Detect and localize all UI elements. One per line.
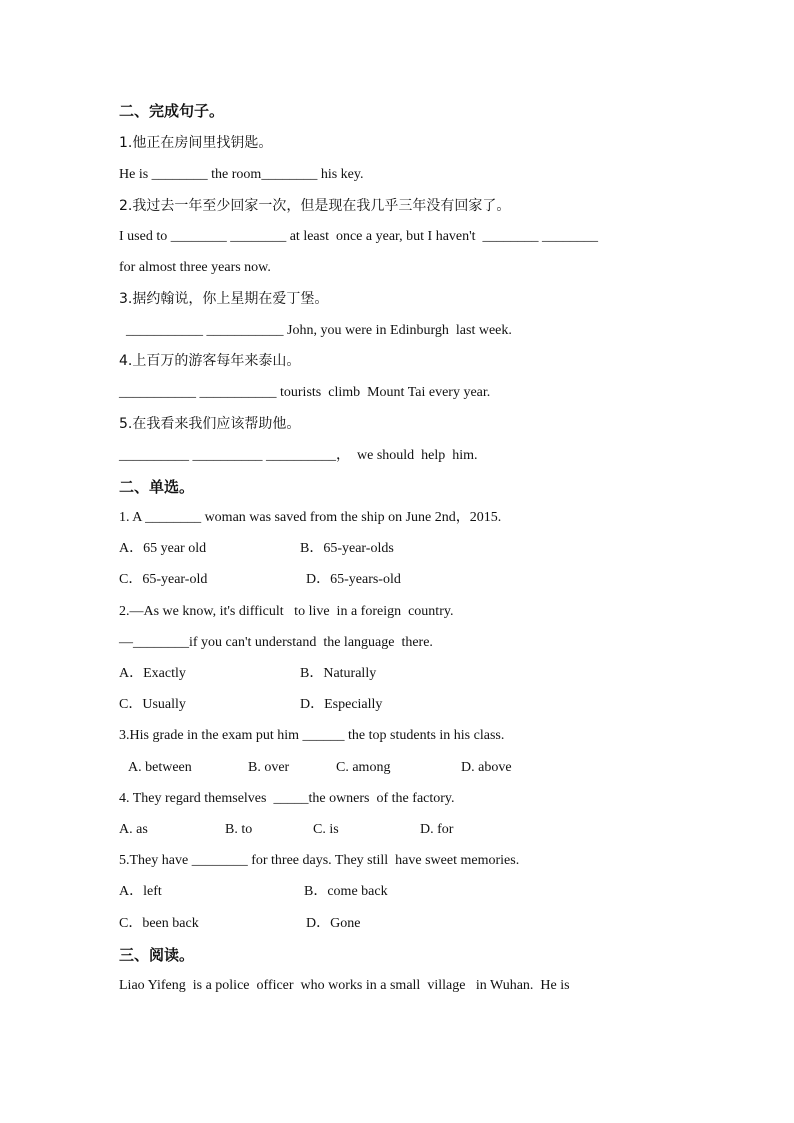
question-5-option-d: D．Gone bbox=[306, 916, 361, 931]
question-3-option-c: C. among bbox=[336, 760, 391, 775]
translate-prompt-5: 5.在我看来我们应该帮助他。 bbox=[119, 416, 301, 432]
translate-answer-3: ___________ ___________ John, you were in Edinburgh last week. bbox=[119, 323, 512, 338]
question-4-stem: 4. They regard themselves _____the owners of the factory. bbox=[119, 791, 455, 806]
translate-prompt-3: 3.据约翰说，你上星期在爱丁堡。 bbox=[119, 291, 329, 307]
translate-prompt-2: 2.我过去一年至少回家一次，但是现在我几乎三年没有回家了。 bbox=[119, 198, 511, 214]
question-3-stem: 3.His grade in the exam put him ______ the top students in his class. bbox=[119, 728, 505, 743]
question-3-option-d: D. above bbox=[461, 760, 512, 775]
question-1-option-b: B．65-year-olds bbox=[300, 541, 394, 556]
translate-answer-2-line-1: I used to ________ ________ at least once a year, but I haven't ________ ________ bbox=[119, 229, 599, 244]
translate-answer-5: __________ __________ __________， we should help him. bbox=[119, 448, 478, 463]
question-4-option-b: B. to bbox=[225, 822, 253, 837]
question-4-option-a: A. as bbox=[119, 822, 148, 837]
question-5-stem: 5.They have ________ for three days. They still have sweet memories. bbox=[119, 853, 520, 868]
question-5-option-c: C．been back bbox=[119, 916, 199, 931]
translate-prompt-4: 4.上百万的游客每年来泰山。 bbox=[119, 353, 301, 369]
question-2-option-d: D．Especially bbox=[300, 697, 383, 712]
translate-answer-4: ___________ ___________ tourists climb Mount Tai every year. bbox=[119, 385, 491, 400]
question-1-stem: 1. A ________ woman was saved from the ship on June 2nd，2015. bbox=[119, 510, 502, 525]
translate-answer-2-line-2: for almost three years now. bbox=[119, 260, 271, 275]
reading-passage: Liao Yifeng is a police officer who works in a small village in Wuhan. He is bbox=[119, 978, 570, 993]
question-3-option-b: B. over bbox=[248, 760, 290, 775]
question-2-stem-reply: —________if you can't understand the language there. bbox=[119, 635, 433, 650]
question-2-option-a: A．Exactly bbox=[119, 666, 186, 681]
translate-answer-1: He is ________ the room________ his key. bbox=[119, 167, 364, 182]
question-1-option-c: C．65-year-old bbox=[119, 572, 208, 587]
section-heading-translate: 二、完成句子。 bbox=[119, 102, 225, 120]
question-4-option-c: C. is bbox=[313, 822, 339, 837]
question-5-option-a: A．left bbox=[119, 884, 162, 899]
question-2-option-b: B．Naturally bbox=[300, 666, 377, 681]
question-5-option-b: B．come back bbox=[304, 884, 388, 899]
question-3-option-a: A. between bbox=[128, 760, 192, 775]
section-heading-choice: 二、单选。 bbox=[119, 478, 195, 496]
question-2-option-c: C．Usually bbox=[119, 697, 186, 712]
question-4-option-d: D. for bbox=[420, 822, 454, 837]
question-2-stem: 2.—As we know, it's difficult to live in a foreign country. bbox=[119, 604, 454, 619]
question-1-option-a: A．65 year old bbox=[119, 541, 207, 556]
translate-prompt-1: 1.他正在房间里找钥匙。 bbox=[119, 135, 273, 151]
question-1-option-d: D．65-years-old bbox=[306, 572, 401, 587]
section-heading-reading: 三、阅读。 bbox=[119, 946, 195, 964]
